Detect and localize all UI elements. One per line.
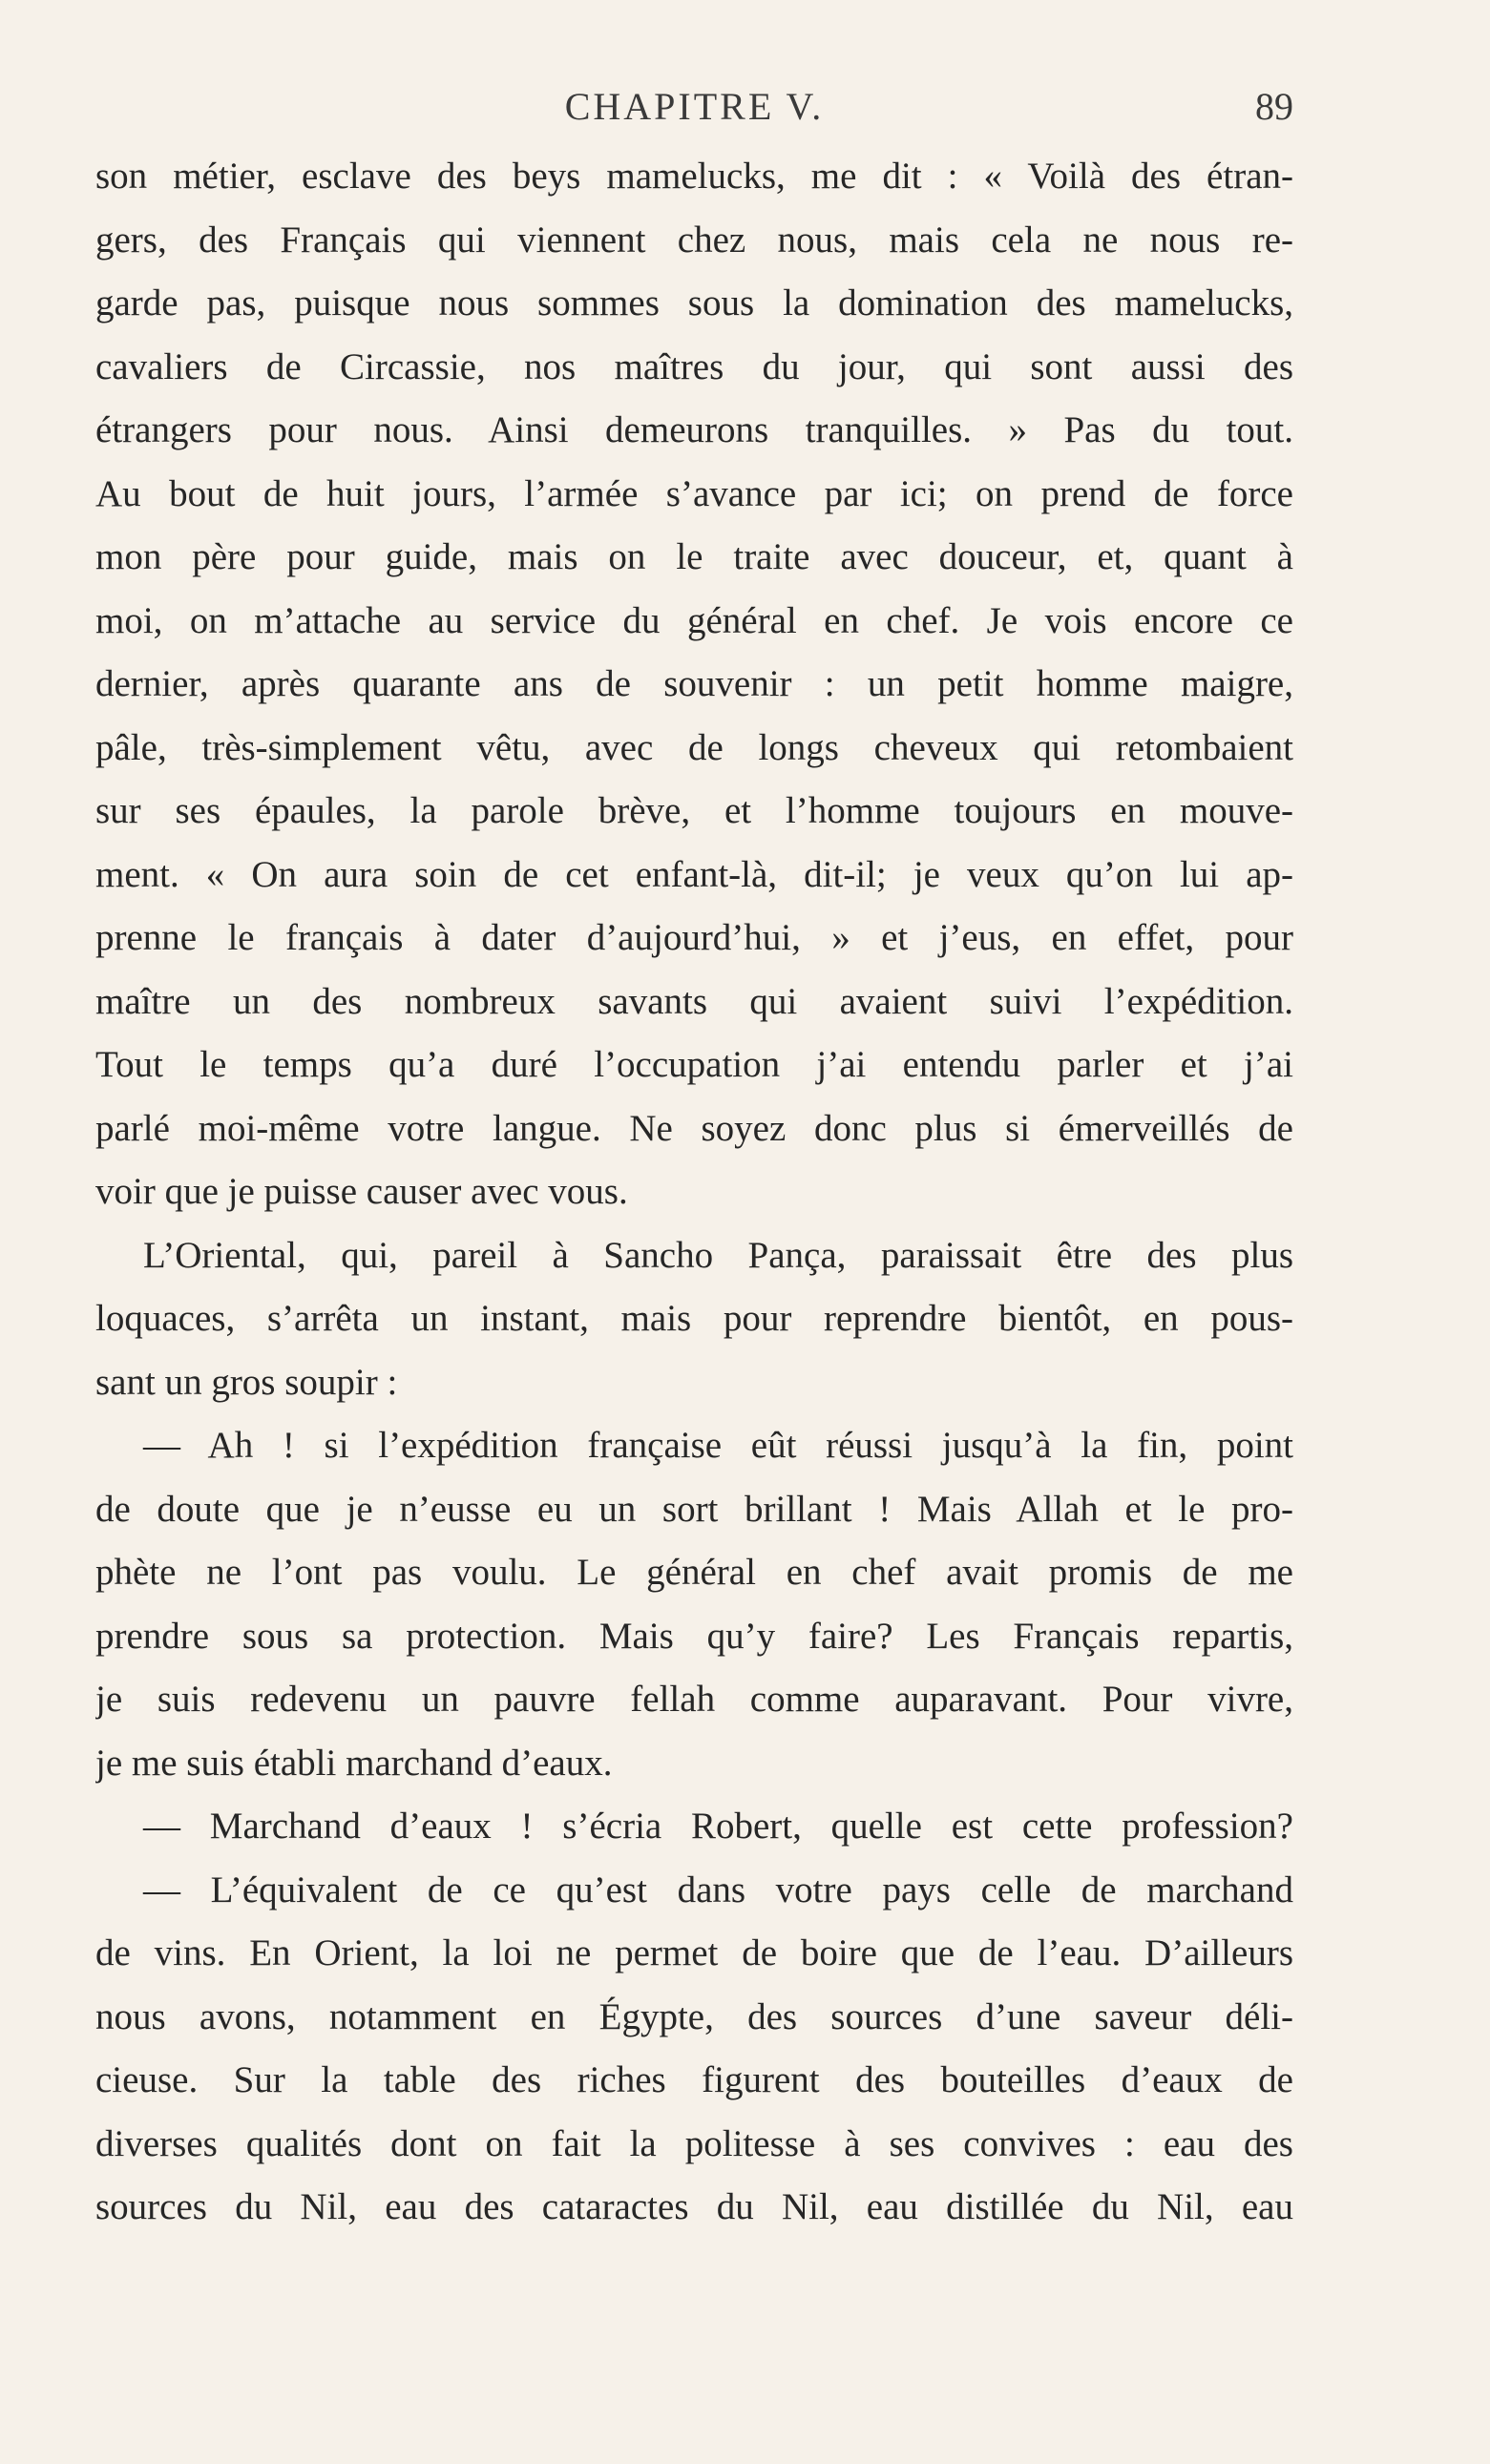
text-line: son métier, esclave des beys mamelucks, me dit : « Voilà des étran- [95, 156, 1293, 197]
text-line: sur ses épaules, la parole brève, et l’homme toujours en mouve- [95, 790, 1293, 831]
text-line: dernier, après quarante ans de souvenir : un petit homme maigre, [95, 663, 1293, 704]
text-line: gers, des Français qui viennent chez nous, mais cela ne nous re- [95, 219, 1293, 261]
text-line: Au bout de huit jours, l’armée s’avance par ici; on prend de force [95, 472, 1293, 514]
text-line: de doute que je n’eusse eu un sort brillant ! Mais Allah et le pro- [95, 1488, 1293, 1530]
text-line: phète ne l’ont pas voulu. Le général en chef avait promis de me [95, 1552, 1293, 1593]
text-line: — Marchand d’eaux ! s’écria Robert, quelle est cette profession? [143, 1806, 1293, 1847]
text-line: garde pas, puisque nous sommes sous la domination des mamelucks, [95, 282, 1293, 324]
text-line: maître un des nombreux savants qui avaient suivi l’expédition. [95, 980, 1293, 1022]
text-line: voir que je puisse causer avec vous. [95, 1171, 628, 1212]
chapter-title: CHAPITRE V. [564, 85, 825, 128]
text-line: — L’équivalent de ce qu’est dans votre pays celle de marchand [143, 1869, 1293, 1911]
text-line: cavaliers de Circassie, nos maîtres du jour, qui sont aussi des [95, 345, 1293, 387]
text-line: cieuse. Sur la table des riches figurent des bouteilles d’eaux de [95, 2059, 1293, 2100]
text-line: parlé moi-même votre langue. Ne soyez donc plus si émerveillés de [95, 1107, 1293, 1149]
text-line: de vins. En Orient, la loi ne permet de boire que de l’eau. D’ailleurs [95, 1932, 1293, 1973]
text-line: ment. « On aura soin de cet enfant-là, dit-il; je veux qu’on lui ap- [95, 853, 1293, 895]
text-line: diverses qualités dont on fait la politesse à ses convives : eau des [95, 2122, 1293, 2164]
text-line: sources du Nil, eau des cataractes du Nil, eau distillée du Nil, eau [95, 2186, 1293, 2227]
text-line: mon père pour guide, mais on le traite avec douceur, et, quant à [95, 536, 1293, 577]
body-text [95, 145, 1293, 2240]
text-line: Tout le temps qu’a duré l’occupation j’ai entendu parler et j’ai [95, 1044, 1293, 1085]
text-line: nous avons, notamment en Égypte, des sources d’une saveur déli- [95, 1995, 1293, 2037]
text-line: je me suis établi marchand d’eaux. [95, 1742, 613, 1784]
text-line: loquaces, s’arrêta un instant, mais pour reprendre bientôt, en pous- [95, 1298, 1293, 1339]
text-line: L’Oriental, qui, pareil à Sancho Pança, paraissait être des plus [143, 1234, 1293, 1276]
text-line: pâle, très-simplement vêtu, avec de longs cheveux qui retombaient [95, 726, 1293, 768]
text-line: sant un gros soupir : [95, 1361, 398, 1403]
text-line: je suis redevenu un pauvre fellah comme auparavant. Pour vivre, [95, 1679, 1293, 1720]
text-line: étrangers pour nous. Ainsi demeurons tranquilles. » Pas du tout. [95, 409, 1293, 450]
running-head [95, 84, 1293, 132]
text-line: — Ah ! si l’expédition française eût réussi jusqu’à la fin, point [143, 1425, 1293, 1466]
page-number: 89 [1255, 85, 1293, 128]
text-line: prenne le français à dater d’aujourd’hui, » et j’eus, en effet, pour [95, 917, 1293, 958]
text-line: moi, on m’attache au service du général en chef. Je vois encore ce [95, 599, 1293, 641]
text-line: prendre sous sa protection. Mais qu’y faire? Les Français repartis, [95, 1615, 1293, 1657]
